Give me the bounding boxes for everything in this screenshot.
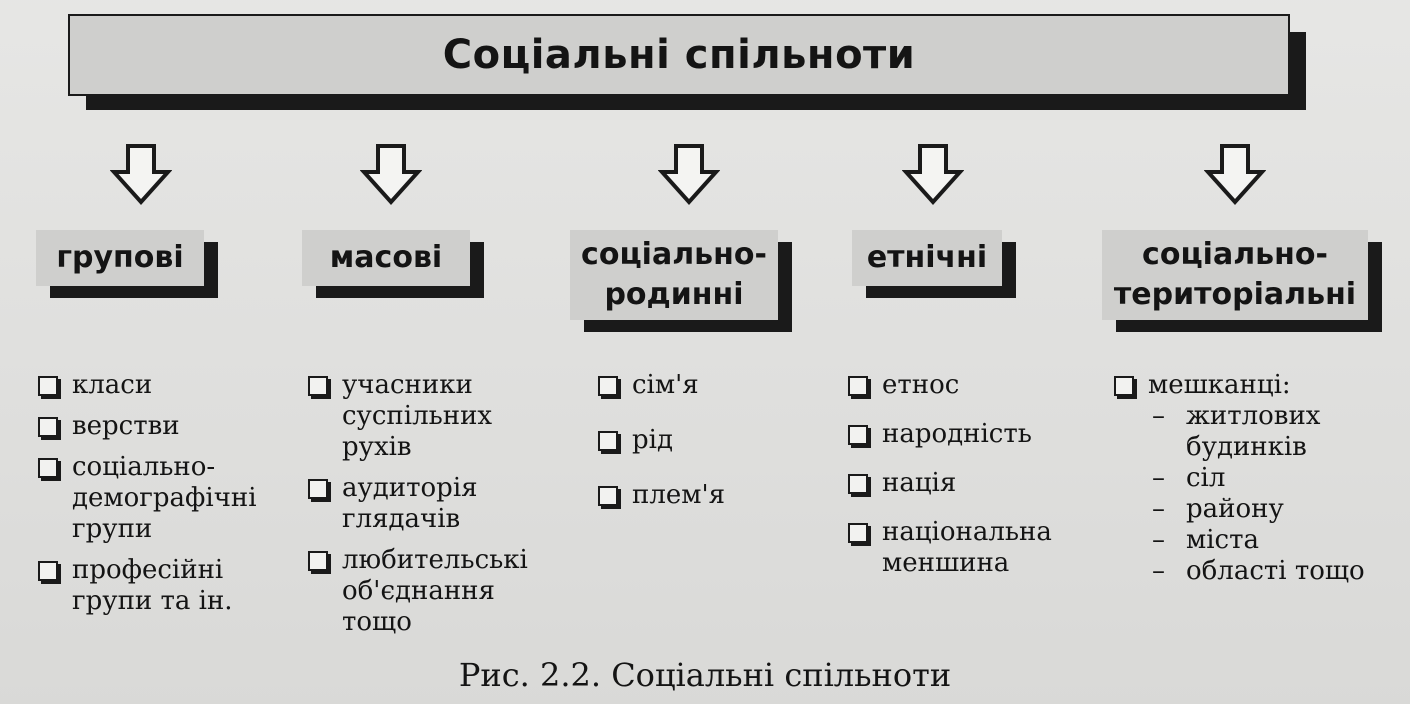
sub-list-item: – житлових будинків xyxy=(1152,401,1321,462)
checkbox-bullet-icon xyxy=(308,376,328,396)
dash-icon: – xyxy=(1152,494,1165,524)
list-item: мешканці: – житлових будинків – сіл – району – міста – області тощо xyxy=(1112,370,1402,587)
category-label: етнічні xyxy=(866,240,988,275)
checkbox-bullet-icon xyxy=(848,425,868,445)
list-item: нація xyxy=(846,468,1076,499)
checkbox-bullet-icon xyxy=(38,561,58,581)
category-box-ethnic xyxy=(852,230,1002,286)
list-item: національна меншина xyxy=(846,517,1076,579)
list-item: верстви xyxy=(36,411,276,442)
category-label: масові xyxy=(329,240,443,275)
diagram-title: Соціальні спільноти xyxy=(442,32,916,78)
checkbox-bullet-icon xyxy=(598,376,618,396)
list-item: учасники суспільних рухів xyxy=(306,370,556,463)
checkbox-bullet-icon xyxy=(38,376,58,396)
down-arrow-icon xyxy=(360,144,422,206)
down-arrow-icon xyxy=(1204,144,1266,206)
category-box-territorial xyxy=(1102,230,1368,320)
sub-list xyxy=(1152,401,1402,587)
category-label-line: соціально- xyxy=(581,237,767,272)
checkbox-bullet-icon xyxy=(1114,376,1134,396)
sub-list-item: – міста xyxy=(1152,525,1259,555)
category-label-line: територіальні xyxy=(1113,277,1357,312)
checkbox-bullet-icon xyxy=(848,376,868,396)
list-item: професійні групи та ін. xyxy=(36,555,276,617)
checkbox-bullet-icon xyxy=(38,417,58,437)
list-item: класи xyxy=(36,370,276,401)
dash-icon: – xyxy=(1152,525,1165,555)
list-item: аудиторія глядачів xyxy=(306,473,556,535)
dash-icon: – xyxy=(1152,556,1165,586)
list-item: любительські об'єднання тощо xyxy=(306,545,556,638)
checkbox-bullet-icon xyxy=(598,486,618,506)
category-label-line: соціально- xyxy=(1142,237,1328,272)
down-arrow-icon xyxy=(110,144,172,206)
category-box-mass xyxy=(302,230,470,286)
checkbox-bullet-icon xyxy=(848,523,868,543)
category-box-family xyxy=(570,230,778,320)
list-item: плем'я xyxy=(596,480,796,511)
territorial-list xyxy=(1112,370,1402,597)
checkbox-bullet-icon xyxy=(38,458,58,478)
list-item: соціально-демографічні групи xyxy=(36,452,276,545)
mass-list xyxy=(306,370,556,648)
list-item: народність xyxy=(846,419,1076,450)
sub-list-item: – району xyxy=(1152,494,1284,524)
dash-icon: – xyxy=(1152,463,1165,493)
checkbox-bullet-icon xyxy=(308,551,328,571)
dash-icon: – xyxy=(1152,401,1165,431)
list-item: сім'я xyxy=(596,370,796,401)
group-list xyxy=(36,370,276,627)
family-list xyxy=(596,370,796,521)
figure-caption: Рис. 2.2. Соціальні спільноти xyxy=(458,656,952,694)
title-box xyxy=(68,14,1290,96)
checkbox-bullet-icon xyxy=(848,474,868,494)
down-arrow-icon xyxy=(902,144,964,206)
list-item: етнос xyxy=(846,370,1076,401)
down-arrow-icon xyxy=(658,144,720,206)
checkbox-bullet-icon xyxy=(598,431,618,451)
ethnic-list xyxy=(846,370,1076,589)
sub-list-item: – сіл xyxy=(1152,463,1226,493)
category-box-group xyxy=(36,230,204,286)
sub-list-item: – області тощо xyxy=(1152,556,1365,586)
category-label-line: родинні xyxy=(604,277,744,312)
checkbox-bullet-icon xyxy=(308,479,328,499)
list-item: рід xyxy=(596,425,796,456)
category-label: групові xyxy=(56,240,184,275)
